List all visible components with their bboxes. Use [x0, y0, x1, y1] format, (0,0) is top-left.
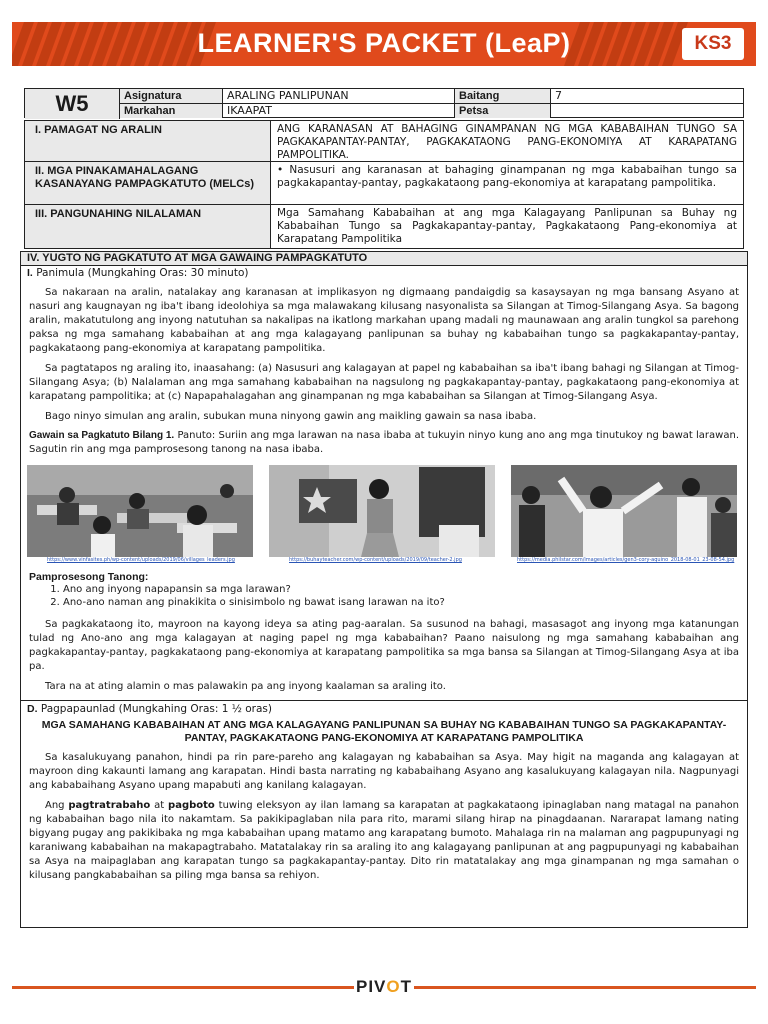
packet-title: LEARNER'S PACKET (LeaP): [197, 28, 571, 58]
intro-paragraph-3: Bago ninyo simulan ang aralin, subukan muna ninyong gawin ang maikling gawain sa nasa ibaba.: [45, 411, 537, 422]
development-paragraph-2: [21, 799, 747, 883]
panimula-heading: [21, 266, 747, 280]
leader-photo: [511, 465, 737, 557]
key-stage-badge: KS3: [682, 28, 744, 60]
p7-bold-2: pagboto: [168, 800, 215, 811]
lesson-info-table: [24, 120, 744, 249]
p7-bold-1: pagtratrabaho: [68, 800, 151, 811]
development-title: MGA SAMAHANG KABABAIHAN AT ANG MGA KALAGAYANG PANLIPUNAN SA BUHAY NG KABABAIHAN TUNGO SA PAGKAKAPANTAY-PANTAY, PAGKAKATAONG PANG-EKONOMIYA AT KARAPATANG PAMPOLITIKA: [41, 719, 727, 744]
development-paragraph-1: Sa kasalukuyang panahon, hindi pa rin pare-pareho ang kalagayan ng kababaihan sa Asya. May higit na maganda ang kalagayan at mayroon ding kakaunti lamang ang karapatan. Hindi basta narrating ng kababaihang Asyano ang kasalukuyang kalagayan nila. Nagpunyagi ang kababaihang Asyano upang mapabuti ang kanilang kalagayan.: [29, 752, 739, 791]
photo-caption-3[interactable]: https://media.philstar.com/images/articles/gen3-cory-aquino_2018-08-01_23-08-54.jpg: [517, 557, 735, 563]
intro-paragraph-5: Tara na at ating alamin o mas palawakin pa ang inyong kaalaman sa araling ito.: [45, 681, 446, 692]
melcs-label: II. MGA PINAKAMAHALAGANG KASANAYANG PAMPAGKATUTO (MELCs): [25, 162, 271, 204]
pagpapaunlad-text: Pagpapaunlad (Mungkahing Oras: 1 ½ oras): [40, 703, 272, 715]
pivot-logo-left: PIV: [355, 977, 387, 996]
content-value: Mga Samahang Kababaihan at ang mga Kalagayang Panlipunan sa Buhay ng Kababaihan Tungo sa Pagkakapantay-pantay, Pagkakataong Pang-ekonomiya at Karapatang Pampolitika: [277, 207, 737, 245]
photo-caption-1[interactable]: https://www.vinfasites.ph/wp-content/uploads/2019/06/villages_leaders.jpg: [47, 557, 235, 563]
asignatura-value: ARALING PANLIPUNAN: [223, 89, 455, 103]
pagpapaunlad-heading: [21, 702, 747, 716]
pagpapaunlad-letter: D.: [27, 703, 38, 715]
processing-questions-title: Pamprosesong Tanong:: [29, 571, 149, 583]
classroom-photo: [27, 465, 253, 557]
photo-row: [21, 465, 747, 563]
processing-questions-list: [21, 583, 747, 609]
intro-paragraph-2: Sa pagtatapos ng araling ito, inaasahang: (a) Nasusuri ang kalagayan at papel ng kababaihan sa iba't ibang bahagi ng Silangan at Timog-Silangang Asya; (b) Nalalaman ang mga samahang kababaihan na nagsulong ng pagkakapantay-pantay, pagkakataong pang-ekonomiya at karapatang pampolitika; at (c) Napapahalagahan ang ginampanan ng mga kababaihan sa Silangan at Timog-Silangang Asya.: [29, 363, 739, 402]
pivot-logo-right: T: [400, 977, 413, 996]
lesson-header-table: [24, 88, 744, 118]
p7-part-a: Ang: [45, 800, 69, 811]
panimula-text: Panimula (Mungkahing Oras: 30 minuto): [36, 267, 249, 279]
intro-paragraph-1: Sa nakaraan na aralin, natalakay ang karanasan at implikasyon ng digmaang pandaigdig sa kasaysayan ng mga bansang Asyano at nasuri ang kaugnayan ng iba't ibang ideolohiya sa mga malawakang kilusang nasyonalista sa Silangan at Timog-Silangang Asya. Sa bagong aralin, makatutulong ang inyong natutuhan sa nakalipas na ikatlong markahan upang madali ng maunawaan ang aralin tungkol sa parehong paksa ng mga samahang kababaihan at ang mga kalagayang panlipunan sa buhay ng kababaihan tungo sa pagkakapantay-pantay, pagkakataong pang-ekonomiya at karapatang pampolitika.: [29, 287, 739, 354]
petsa-field[interactable]: [551, 104, 743, 118]
week-label: W5: [25, 89, 120, 119]
baitang-value: 7: [555, 89, 562, 102]
baitang-label: Baitang: [455, 89, 551, 103]
photo-caption-2[interactable]: https://buhayteacher.com/wp-content/uploads/2019/09/teacher-2.jpg: [289, 557, 462, 563]
activity-instructions: [21, 429, 747, 457]
activity-text: Panuto: Suriin ang mga larawan na nasa ibaba at tukuyin ninyo kung ano ang mga tinutukoy ng bawat larawan. Sagutin rin ang mga pamprosesong tanong na nasa ibaba.: [29, 430, 739, 455]
title-label: I. PAMAGAT NG ARALIN: [25, 121, 271, 161]
asignatura-label: Asignatura: [120, 89, 223, 103]
markahan-label: Markahan: [120, 104, 223, 118]
pivot-logo: [354, 976, 414, 998]
learning-activities-box: [20, 251, 748, 928]
melcs-value: • Nasusuri ang karanasan at bahaging ginampanan ng mga kababaihan tungo sa pagkakapantay-pantay, pagkakataong pang-ekonomiya at karapatang pampolitika.: [277, 164, 737, 189]
p7-part-c: at: [150, 800, 169, 811]
panimula-letter: I.: [27, 267, 33, 279]
lesson-title: ANG KARANASAN AT BAHAGING GINAMPANAN NG MGA KABABAIHAN TUNGO SA PAGKAKAPANTAY-PANTAY, PAGKAKATAONG PANG-EKONOMIYA AT KARAPATANG PAMPOLITIKA.: [277, 123, 737, 161]
question-1: 1. Ano ang inyong napapansin sa mga larawan?: [63, 583, 747, 596]
pivot-logo-dot: O: [386, 977, 401, 996]
markahan-value: IKAAPAT: [223, 104, 455, 118]
section-heading: IV. YUGTO NG PAGKATUTO AT MGA GAWAING PAMPAGKATUTO: [21, 252, 747, 266]
petsa-label: Petsa: [455, 104, 551, 118]
content-label: III. PANGUNAHING NILALAMAN: [25, 205, 271, 248]
question-2: 2. Ano-ano naman ang pinakikita o sinisimbolo ng bawat isang larawan na ito?: [63, 596, 747, 609]
p7-part-d: tuwing eleksyon ay ilan lamang sa karapatan at pagkakataong ipinaglaban nang matagal na panahon ng kababaihan bago nila ito nakamtam. Sa pakikipaglaban nila para rito, marami silang hirap na pinagdaanan. Nararapat lamang nating bigyang pugay ang pakikibaka ng mga kababaihan upang matamo ang karapatang bumoto. Mahalaga rin na malaman ang pagpupunyagi ng karaniwang kababaihan na makapagtrabaho. Matatalakay rin sa araling ito ang kalagayang panlipunan at ang pagpupunyagi ng kababaihan sa Asya na maipaglaban ang karapatan tungo sa pagkakapantay-pantay. Dito rin matatalakay ang mga ginampanan ng mga samahan o kilusang pangkababaihan sa piling mga bansa sa rehiyon.: [29, 800, 740, 881]
intro-paragraph-4: Sa pagkakataong ito, mayroon na kayong ideya sa ating pag-aaralan. Sa susunod na bahagi, masasagot ang inyong mga katanungan tulad ng Ano-ano ang mga kalagayan at naging papel ng mga kababaihan? Paano naisulong ng mga samahang kababaihan ang pagkakapantay-pantay, pagkakataong pang-ekonomiya at karapatang pampolitika sa mga bansa sa Silangan at Timog-Silangang Asya at iba pa.: [29, 619, 739, 672]
teacher-photo: [269, 465, 495, 557]
activity-label: Gawain sa Pagkatuto Bilang 1.: [29, 430, 175, 441]
header-banner: [12, 22, 756, 66]
